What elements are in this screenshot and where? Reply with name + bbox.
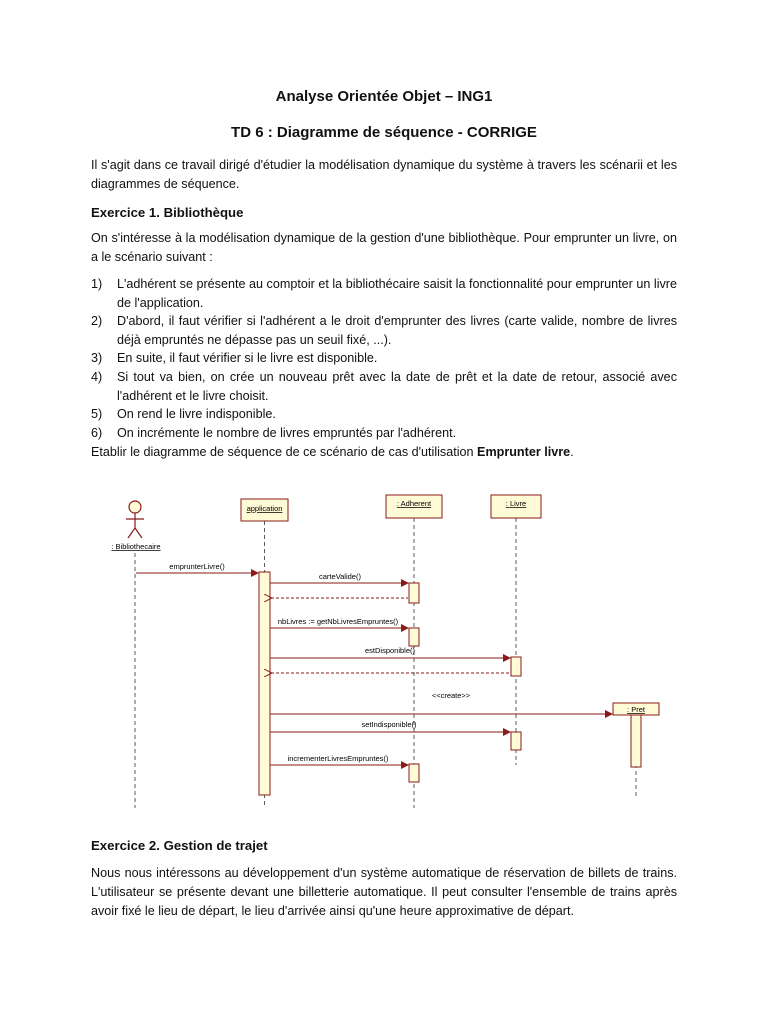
message-label-get-nb-livres: nbLivres := getNbLivresEmpruntes() [277,617,399,626]
object-label: : Adherent [396,499,432,508]
document-subtitle: TD 6 : Diagramme de séquence - CORRIGE [231,124,537,141]
step-text: D'abord, il faut vérifier si l'adhérent a le droit d'emprunter des livres (carte valide, nombre de livres déjà empruntés ne dépasse pas un seuil fixé, ...). [117,314,677,347]
object-label: : Livre [505,499,527,508]
actor-head [129,501,141,513]
object-application [241,499,288,521]
message-label-create: <<create>> [431,691,471,700]
step-text: Si tout va bien, on crée un nouveau prêt avec la date de prêt et la date de retour, associé avec l'adhérent et le livre choisit. [117,369,677,403]
list-item [91,312,677,349]
message-label-emprunter-livre: emprunterLivre() [169,562,225,571]
step-number: 1) [91,277,103,291]
exercise2-heading: Exercice 2. Gestion de trajet [91,838,268,853]
step-text: On rend le livre indisponible. [117,407,276,422]
step-number: 6) [91,425,103,440]
list-item [91,368,677,405]
activation-application [259,572,270,795]
message-label-carte-valide: carteValide() [319,572,361,581]
list-item [91,349,677,368]
list-item [91,424,677,443]
task-text: Etablir le diagramme de séquence de ce scénario de cas d'utilisation [91,445,478,459]
activation-adherent-2 [409,628,419,646]
document-title: Analyse Orientée Objet – ING1 [275,88,493,105]
step-number: 5) [91,407,103,422]
object-pret [613,703,659,715]
actor-label: : Bibliothecaire [111,542,161,551]
activation-livre-2 [511,732,521,750]
message-label-est-disponible: estDisponible() [364,646,416,655]
actor-left-leg [128,528,135,538]
use-case-name: Emprunter livre [477,445,571,459]
object-adherent [386,495,442,518]
intro-paragraph: Il s'agit dans ce travail dirigé d'étudier la modélisation dynamique du système à travers les scénarii et les diagrammes de séquence. [91,158,677,191]
list-item [91,405,677,424]
actor-right-leg [135,528,142,538]
actor-bibliothecaire [111,501,160,551]
step-text: L'adhérent se présente au comptoir et la bibliothécaire saisit la fonctionnalité pour emprunter un livre de l'application. [117,277,677,310]
message-label-incrementer: incrementerLivresEmpruntes() [287,754,389,763]
activation-livre-1 [511,657,521,676]
exercise1-heading: Exercice 1. Bibliothèque [91,205,244,220]
exercise2-text: Nous nous intéressons au développement d'un système automatique de réservation de billets de trains. L'utilisateur se présente devant une billetterie automatique. Il peut consulter l'ensemble de trains après avoir fixé le lieu de départ, le lieu d'arrivée ainsi qu'une heure approximative de départ. [91,866,677,918]
step-number: 4) [91,369,103,384]
step-number: 3) [91,351,103,366]
step-text: En suite, il faut vérifier si le livre est disponible. [117,351,378,366]
exercise1-task [91,443,677,462]
object-label: : Pret [627,705,645,714]
exercise1-intro: On s'intéresse à la modélisation dynamique de la gestion d'une bibliothèque. Pour emprunter un livre, on a le scénario suivant : [91,231,677,264]
message-label-set-indisponible: setIndisponible() [361,720,417,729]
list-item [91,275,677,312]
activation-pret [631,715,641,767]
scenario-steps-list [91,275,677,442]
activation-adherent-3 [409,764,419,782]
step-text: On incrémente le nombre de livres empruntés par l'adhérent. [117,425,457,440]
activation-adherent-1 [409,583,419,603]
step-number: 2) [91,314,103,329]
object-livre [491,495,541,518]
object-label: application [246,504,283,513]
task-end: . [570,445,574,459]
sequence-diagram [0,490,768,820]
